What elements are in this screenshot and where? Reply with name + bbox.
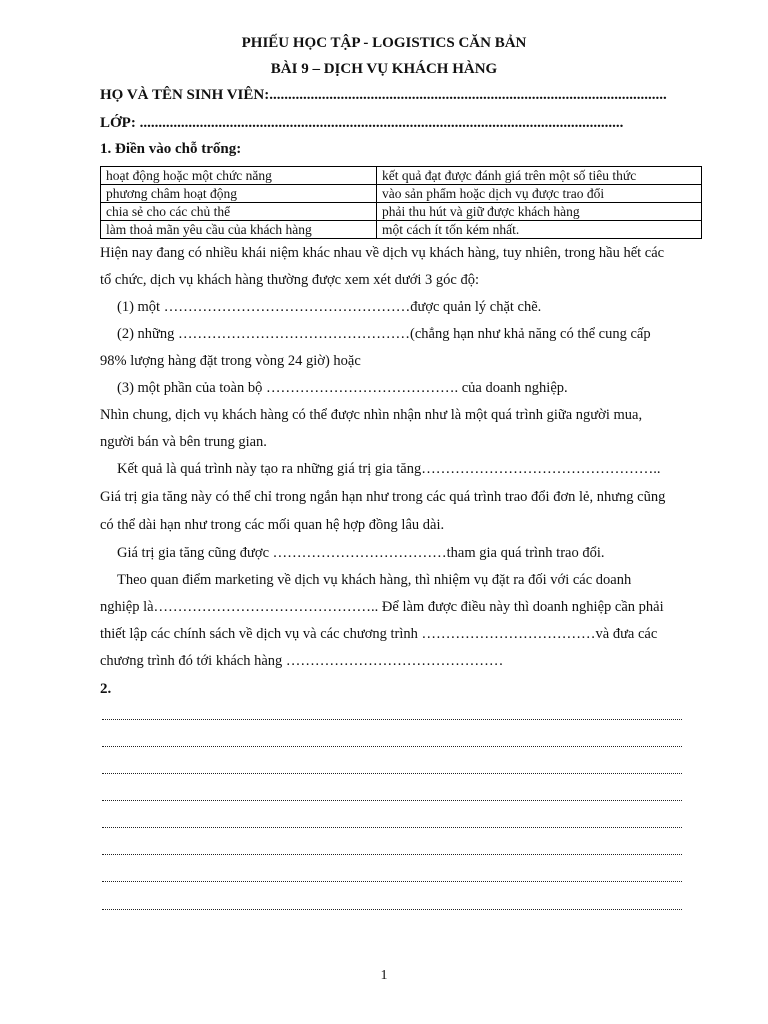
table-cell: chia sẻ cho các chủ thể (101, 203, 377, 221)
body-line: Giá trị gia tăng cũng được ………………………………tham gia quá trình trao đổi. (117, 545, 605, 561)
answer-line (102, 773, 682, 774)
body-line: có thể dài hạn như trong các mối quan hệ hợp đồng lâu dài. (100, 517, 445, 533)
answer-line (102, 800, 682, 801)
answer-line (102, 719, 682, 720)
page-number: 1 (380, 968, 388, 983)
table-cell: vào sản phẩm hoặc dịch vụ được trao đổi (377, 185, 702, 203)
body-line: Nhìn chung, dịch vụ khách hàng có thể được nhìn nhận như là một quá trình giữa người mua, (100, 407, 643, 423)
word-bank-table (100, 166, 702, 239)
section-1-heading: 1. Điền vào chỗ trống: (100, 141, 242, 157)
body-line: Kết quả là quá trình này tạo ra những giá trị gia tăng………………………………………….. (117, 461, 661, 477)
class-field: LỚP: ................................................................................................................................. (100, 115, 624, 131)
student-name-field: HỌ VÀ TÊN SINH VIÊN:.......................................................................................................... (100, 87, 667, 103)
answer-line (102, 746, 682, 747)
lesson-title: BÀI 9 – DỊCH VỤ KHÁCH HÀNG (270, 61, 498, 77)
worksheet-title: PHIẾU HỌC TẬP - LOGISTICS CĂN BẢN (241, 35, 527, 51)
body-line: thiết lập các chính sách về dịch vụ và các chương trình ………………………………và đưa các (100, 626, 658, 642)
table-cell: một cách ít tốn kém nhất. (377, 221, 702, 239)
table-cell: phải thu hút và giữ được khách hàng (377, 203, 702, 221)
table-cell: hoạt động hoặc một chức năng (101, 167, 377, 185)
answer-line (102, 854, 682, 855)
table-cell: kết quả đạt được đánh giá trên một số tiêu thức (377, 167, 702, 185)
table-row (101, 221, 702, 239)
body-line: (3) một phần của toàn bộ …………………………………. của doanh nghiệp. (117, 380, 568, 396)
body-line: chương trình đó tới khách hàng ……………………………………… (100, 653, 504, 669)
answer-line (102, 881, 682, 882)
table-cell: làm thoả mãn yêu cầu của khách hàng (101, 221, 377, 239)
table-row (101, 167, 702, 185)
body-line: (2) những …………………………………………(chẳng hạn như khả năng có thể cung cấp (117, 326, 651, 342)
body-line: Theo quan điểm marketing về dịch vụ khách hàng, thì nhiệm vụ đặt ra đối với các doanh (117, 572, 632, 588)
answer-line (102, 909, 682, 910)
body-line: Hiện nay đang có nhiều khái niệm khác nhau về dịch vụ khách hàng, tuy nhiên, trong hầu hết các (100, 245, 665, 261)
table-row (101, 185, 702, 203)
table-cell: phương châm hoạt động (101, 185, 377, 203)
answer-line (102, 827, 682, 828)
table-row (101, 203, 702, 221)
body-line: người bán và bên trung gian. (100, 434, 267, 450)
body-line: Giá trị gia tăng này có thể chỉ trong ngắn hạn như trong các quá trình trao đổi đơn lẻ, nhưng cũng (100, 489, 666, 505)
body-line: tổ chức, dịch vụ khách hàng thường được xem xét dưới 3 góc độ: (100, 272, 479, 288)
body-line: nghiệp là……………………………………….. Để làm được điều này thì doanh nghiệp cần phải (100, 599, 664, 615)
body-line: (1) một ……………………………………………được quản lý chặt chẽ. (117, 299, 542, 315)
body-line: 98% lượng hàng đặt trong vòng 24 giờ) hoặc (100, 353, 361, 369)
section-2-heading: 2. (100, 681, 112, 697)
